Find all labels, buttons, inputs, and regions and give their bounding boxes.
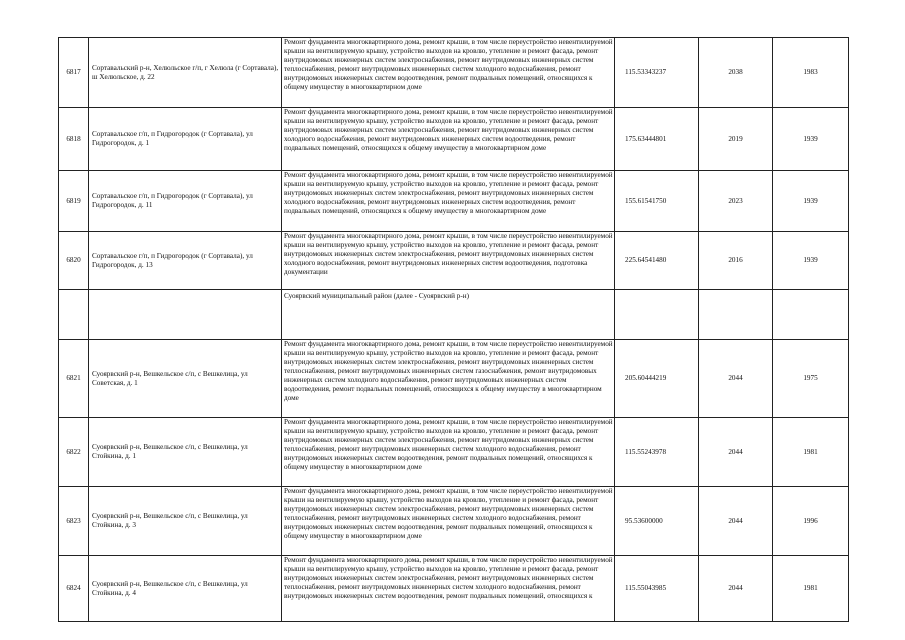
- table-row: [59, 340, 849, 418]
- works-cell: Ремонт фундамента многоквартирного дома, ремонт крыши, в том числе переустройство невентилируемой крыши на вентилируемую крышу, устройство выходов на кровлю, утепление и ремонт фасада, ремонт внутридомовых инженерных систем электроснабжения, ремонт внутридомовых инженерных систем теплоснабжения, ремонт внутридомовых инженерных систем газоснабжения, ремонт внутридомовых инженерных систем холодного водоснабжения, ремонт внутридомовых инженерных систем водоотведения, ремонт подвальных помещений, относящихся к общему имуществу в многоквартирном доме: [282, 340, 615, 418]
- works-cell: Ремонт фундамента многоквартирного дома, ремонт крыши, в том числе переустройство невентилируемой крыши на вентилируемую крышу, устройство выходов на кровлю, утепление и ремонт фасада, ремонт внутридомовых инженерных систем электроснабжения, ремонт внутридомовых инженерных систем холодного водоснабжения, ремонт внутридомовых инженерных систем водоотведения, подготовка документации: [282, 232, 615, 290]
- cost-cell: 115.53343237: [615, 38, 699, 108]
- row-number: 6822: [59, 418, 89, 487]
- works-cell: Ремонт фундамента многоквартирного дома, ремонт крыши, в том числе переустройство невентилируемой крыши на вентилируемую крышу, устройство выходов на кровлю, утепление и ремонт фасада, ремонт внутридомовых инженерных систем электроснабжения, ремонт внутридомовых инженерных систем теплоснабжения, ремонт внутридомовых инженерных систем холодного водоснабжения, ремонт внутридомовых инженерных систем водоотведения, ремонт подвальных помещений, относящихся к общему имуществу в многоквартирном доме: [282, 418, 615, 487]
- repair-year-cell: 2044: [699, 487, 773, 556]
- repair-year-cell: 2044: [699, 556, 773, 622]
- cost-cell: 95.53600000: [615, 487, 699, 556]
- empty-cell: [615, 290, 699, 340]
- cost-cell: 115.55243978: [615, 418, 699, 487]
- repair-year-cell: 2044: [699, 340, 773, 418]
- build-year-cell: 1975: [773, 340, 849, 418]
- build-year-cell: 1981: [773, 556, 849, 622]
- row-number: 6818: [59, 108, 89, 171]
- works-cell: Ремонт фундамента многоквартирного дома, ремонт крыши, в том числе переустройство невентилируемой крыши на вентилируемую крышу, устройство выходов на кровлю, утепление и ремонт фасада, ремонт внутридомовых инженерных систем электроснабжения, ремонт внутридомовых инженерных систем теплоснабжения, ремонт внутридомовых инженерных систем холодного водоснабжения, ремонт внутридомовых инженерных систем водоотведения, ремонт подвальных помещений, относящихся к: [282, 556, 615, 622]
- capital-repair-table: [58, 37, 849, 622]
- row-number: 6819: [59, 171, 89, 232]
- row-number: 6823: [59, 487, 89, 556]
- address-cell: Суоярвский р-н, Вешкельское с/п, с Вешкелица, ул Стойкина, д. 1: [89, 418, 282, 487]
- build-year-cell: 1996: [773, 487, 849, 556]
- address-cell: Сортавальское г/п, п Гидрогородок (г Сортавала), ул Гидрогородок, д. 11: [89, 171, 282, 232]
- repair-year-cell: 2038: [699, 38, 773, 108]
- repair-year-cell: 2019: [699, 108, 773, 171]
- table-row: [59, 108, 849, 171]
- build-year-cell: 1939: [773, 171, 849, 232]
- repair-year-cell: 2044: [699, 418, 773, 487]
- table-row: [59, 556, 849, 622]
- cost-cell: 175.63444801: [615, 108, 699, 171]
- address-cell: Сортавальский р-н, Хелюльское г/п, г Хелюла (г Сортавала), ш Хелюльское, д. 22: [89, 38, 282, 108]
- address-cell: Сортавальское г/п, п Гидрогородок (г Сортавала), ул Гидрогородок, д. 1: [89, 108, 282, 171]
- cost-cell: 225.64541480: [615, 232, 699, 290]
- address-cell: Суоярвский р-н, Вешкельское с/п, с Вешкелица, ул Советская, д. 1: [89, 340, 282, 418]
- row-number: 6817: [59, 38, 89, 108]
- build-year-cell: 1939: [773, 108, 849, 171]
- section-header-row: [59, 290, 849, 340]
- address-cell: Суоярвский р-н, Вешкельское с/п, с Вешкелица, ул Стойкина, д. 3: [89, 487, 282, 556]
- section-title: Суоярвский муниципальный район (далее - Суоярвский р-н): [282, 290, 615, 340]
- empty-cell: [699, 290, 773, 340]
- address-cell: Суоярвский р-н, Вешкельское с/п, с Вешкелица, ул Стойкина, д. 4: [89, 556, 282, 622]
- build-year-cell: 1983: [773, 38, 849, 108]
- works-cell: Ремонт фундамента многоквартирного дома, ремонт крыши, в том числе переустройство невентилируемой крыши на вентилируемую крышу, устройство выходов на кровлю, утепление и ремонт фасада, ремонт внутридомовых инженерных систем электроснабжения, ремонт внутридомовых инженерных систем теплоснабжения, ремонт внутридомовых инженерных систем холодного водоснабжения, ремонт внутридомовых инженерных систем водоотведения, ремонт подвальных помещений, относящихся к общему имуществу в многоквартирном доме: [282, 38, 615, 108]
- cost-cell: 155.61541750: [615, 171, 699, 232]
- address-cell: Сортавальское г/п, п Гидрогородок (г Сортавала), ул Гидрогородок, д. 13: [89, 232, 282, 290]
- table-row: [59, 171, 849, 232]
- cost-cell: 205.60444219: [615, 340, 699, 418]
- empty-cell: [773, 290, 849, 340]
- works-cell: Ремонт фундамента многоквартирного дома, ремонт крыши, в том числе переустройство невентилируемой крыши на вентилируемую крышу, устройство выходов на кровлю, утепление и ремонт фасада, ремонт внутридомовых инженерных систем электроснабжения, ремонт внутридомовых инженерных систем холодного водоснабжения, ремонт внутридомовых инженерных систем водоотведения, ремонт подвальных помещений, относящихся к общему имуществу в многоквартирном доме: [282, 108, 615, 171]
- empty-cell: [59, 290, 89, 340]
- empty-cell: [89, 290, 282, 340]
- build-year-cell: 1981: [773, 418, 849, 487]
- row-number: 6824: [59, 556, 89, 622]
- table-row: [59, 418, 849, 487]
- table-row: [59, 487, 849, 556]
- row-number: 6821: [59, 340, 89, 418]
- repair-year-cell: 2016: [699, 232, 773, 290]
- build-year-cell: 1939: [773, 232, 849, 290]
- table-row: [59, 232, 849, 290]
- repair-year-cell: 2023: [699, 171, 773, 232]
- works-cell: Ремонт фундамента многоквартирного дома, ремонт крыши, в том числе переустройство невентилируемой крыши на вентилируемую крышу, устройство выходов на кровлю, утепление и ремонт фасада, ремонт внутридомовых инженерных систем электроснабжения, ремонт внутридомовых инженерных систем холодного водоснабжения, ремонт внутридомовых инженерных систем водоотведения, ремонт подвальных помещений, относящихся к общему имуществу в многоквартирном доме: [282, 171, 615, 232]
- cost-cell: 115.55043985: [615, 556, 699, 622]
- table-row: [59, 38, 849, 108]
- row-number: 6820: [59, 232, 89, 290]
- works-cell: Ремонт фундамента многоквартирного дома, ремонт крыши, в том числе переустройство невентилируемой крыши на вентилируемую крышу, устройство выходов на кровлю, утепление и ремонт фасада, ремонт внутридомовых инженерных систем электроснабжения, ремонт внутридомовых инженерных систем теплоснабжения, ремонт внутридомовых инженерных систем холодного водоснабжения, ремонт внутридомовых инженерных систем водоотведения, ремонт подвальных помещений, относящихся к общему имуществу в многоквартирном доме: [282, 487, 615, 556]
